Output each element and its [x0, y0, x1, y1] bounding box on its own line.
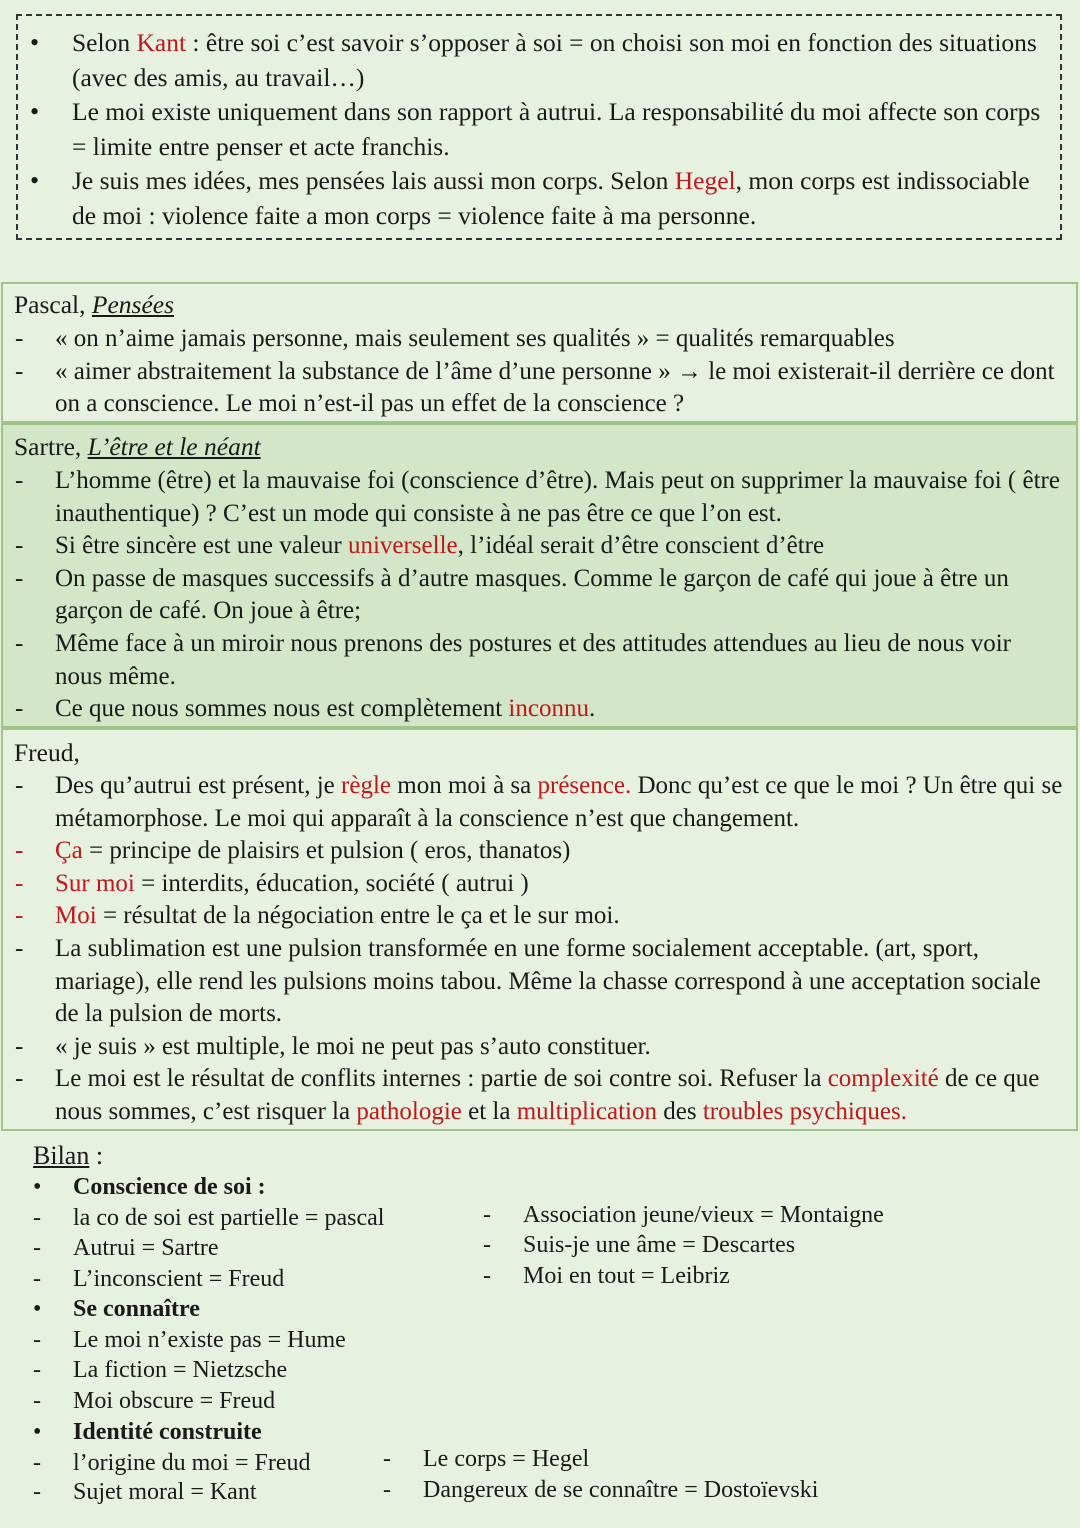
freud-item-jesuis: - « je suis » est multiple, le moi ne peut pas s’auto constituer.: [3, 1031, 1073, 1064]
sartre-section: [1, 423, 1078, 728]
freud-section: [1, 728, 1078, 1131]
sartre-item-2: - Si être sincère est une valeur universelle, l’idéal serait d’être conscient d’être: [3, 530, 1073, 563]
freud-item-sublimation: - La sublimation est une pulsion transformée en une forme socialement acceptable. (art, sport, mariage), elle rend les pulsions moins tabou. Même la chasse correspond à une acceptation sociale de la pulsion de morts.: [3, 933, 1073, 1031]
sartre-item-1: - L’homme (être) et la mauvaise foi (conscience d’être). Mais peut on supprimer la mauvaise foi ( être inauthentique) ? C’est un mode qui consiste à ne pas être ce que l’on est.: [3, 465, 1073, 530]
summary-item-kant: • Selon Kant : être soi c’est savoir s’opposer à soi = on choisi son moi en fonction des situations (avec des amis, au travail…): [18, 26, 1058, 95]
pascal-list: [3, 323, 1073, 421]
sartre-work: L’être et le néant: [87, 432, 261, 461]
freud-item-ca: - Ça = principe de plaisirs et pulsion ( eros, thanatos): [3, 835, 1073, 868]
bilan-section: Bilan : • Conscience de soi : - la co de soi est partielle = pascal - Autrui = Sartre - L’inconscient = Freud - Association jeune/vieux = Montaigne - Suis-je une âme = Descartes - Moi en tout = Leibriz • Se connaître - Le moi n’existe pas = Hume - La fiction = Nietzsche - Moi obscure = Freud • Identité construite - l’origine du moi = Freud - Sujet moral = Kant - Le corps = Hegel - Dangereux de se connaître = Dostoïevski: [33, 1141, 884, 1505]
pascal-item-2: - « aimer abstraitement la substance de l’âme d’une personne » → le moi existerait-il derrière ce dont on a conscience. Le moi n’est-il pas un effet de la conscience ?: [3, 356, 1073, 421]
freud-item-1: - Des qu’autrui est présent, je règle mon moi à sa présence. Donc qu’est ce que le moi ? Un être qui se métamorphose. Le moi qui apparaît à la conscience n’est que changement.: [3, 770, 1073, 835]
sartre-title: Sartre, L’être et le néant: [14, 432, 261, 461]
hegel-highlight: Hegel: [674, 166, 736, 195]
sartre-item-5: - Ce que nous sommes nous est complètement inconnu.: [3, 693, 1073, 726]
summary-item-hegel: • Je suis mes idées, mes pensées lais aussi mon corps. Selon Hegel, mon corps est indissociable de moi : violence faite a mon corps = violence faite à ma personne.: [18, 164, 1058, 233]
freud-list: [3, 770, 1073, 1129]
freud-item-conflits: - Le moi est le résultat de conflits internes : partie de soi contre soi. Refuser la complexité de ce que nous sommes, c’est risquer la pathologie et la multiplication des troubles psychiques.: [3, 1063, 1073, 1128]
freud-item-moi: - Moi = résultat de la négociation entre le ça et le sur moi.: [3, 900, 1073, 933]
freud-item-surmoi: - Sur moi = interdits, éducation, société ( autrui ): [3, 868, 1073, 901]
pascal-title: Pascal, Pensées: [14, 290, 175, 319]
kant-highlight: Kant: [136, 28, 187, 57]
freud-title: Freud,: [14, 738, 80, 767]
summary-list: [18, 26, 1058, 233]
summary-box: [16, 14, 1062, 240]
pascal-section: [1, 282, 1078, 423]
pascal-item-1: - « on n’aime jamais personne, mais seulement ses qualités » = qualités remarquables: [3, 323, 1073, 356]
bilan-title: Bilan :: [33, 1141, 104, 1170]
summary-item-autrui: • Le moi existe uniquement dans son rapport à autrui. La responsabilité du moi affecte son corps = limite entre penser et acte franchis.: [18, 95, 1058, 164]
sartre-item-4: - Même face à un miroir nous prenons des postures et des attitudes attendues au lieu de nous voir nous même.: [3, 628, 1073, 693]
sartre-item-3: - On passe de masques successifs à d’autre masques. Comme le garçon de café qui joue à être un garçon de café. On joue à être;: [3, 563, 1073, 628]
sartre-list: [3, 465, 1073, 726]
pascal-work: Pensées: [91, 290, 175, 319]
